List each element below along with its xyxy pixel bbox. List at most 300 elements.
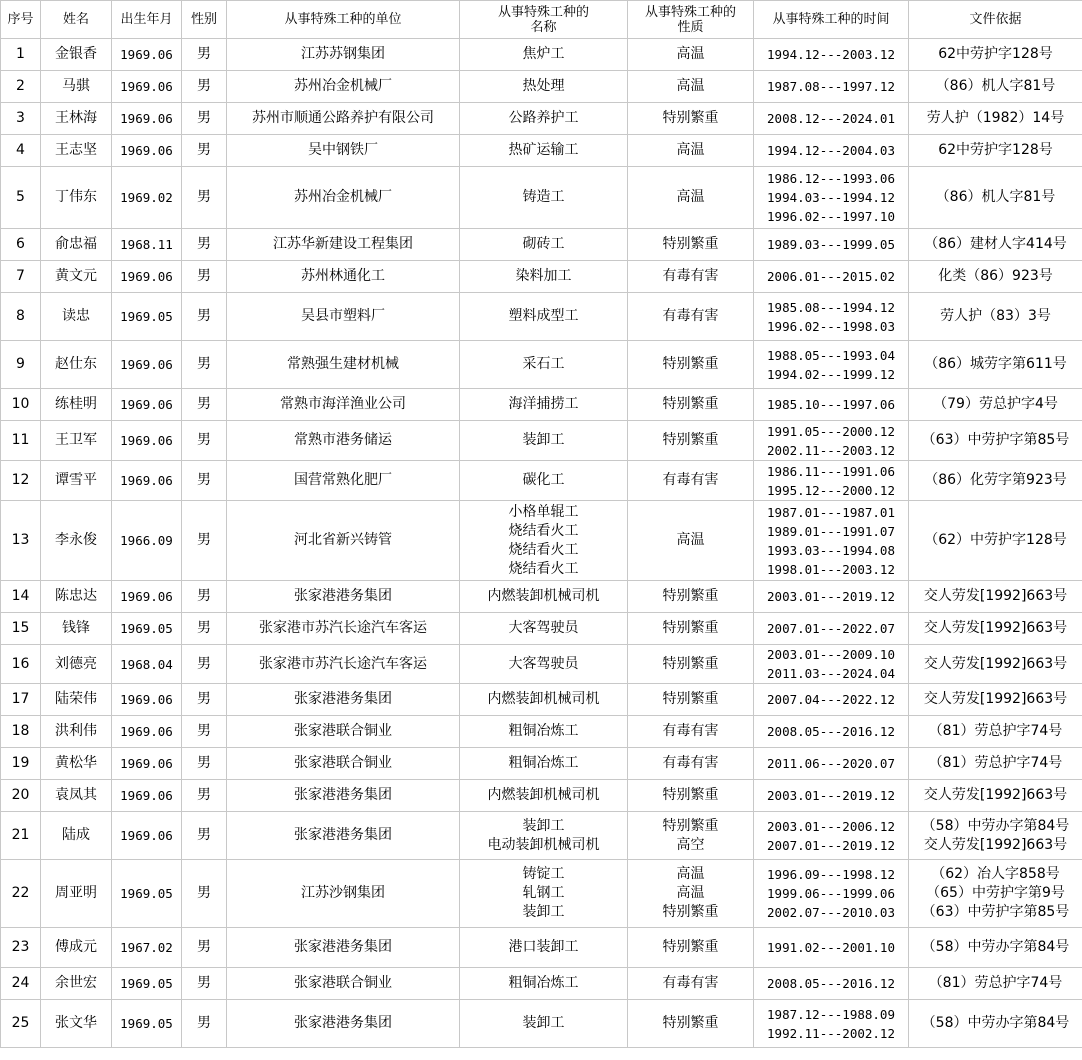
cell-birth: 1969.05: [112, 1000, 182, 1048]
cell-name: 陆成: [41, 812, 112, 860]
cell-period: [754, 1000, 909, 1048]
cell-gender: 男: [182, 684, 227, 716]
cell-period: [754, 39, 909, 71]
cell-nature: [628, 645, 754, 684]
cell-job: [460, 645, 628, 684]
cell-name: 陈忠达: [41, 581, 112, 613]
cell-name: 周亚明: [41, 860, 112, 928]
cell-period-line: 1988.05---1993.04: [767, 347, 895, 363]
cell-job-line: 热处理: [522, 78, 565, 94]
cell-nature-line: 有毒有害: [662, 755, 719, 771]
header-basis: 文件依据: [909, 1, 1082, 39]
cell-birth: 1969.06: [112, 135, 182, 167]
table-row: [1, 928, 1082, 968]
cell-period-line: 1994.12---2003.12: [767, 47, 895, 62]
cell-job: [460, 229, 628, 261]
cell-no: 21: [1, 812, 41, 860]
cell-no: 4: [1, 135, 41, 167]
cell-period-line: 2003.01---2019.12: [767, 589, 895, 604]
header-no: 序号: [1, 1, 41, 39]
cell-nature: [628, 581, 754, 613]
cell-basis: [909, 135, 1082, 167]
cell-period: [754, 645, 909, 684]
cell-job: [460, 341, 628, 389]
cell-job: [460, 812, 628, 860]
cell-nature-line: 特别繁重: [662, 110, 719, 126]
cell-unit: 苏州冶金机械厂: [227, 71, 460, 103]
cell-period-line: 2007.01---2019.12: [767, 837, 895, 853]
cell-name: 陆荣伟: [41, 684, 112, 716]
cell-job-line: 染料加工: [515, 268, 572, 284]
cell-basis: [909, 341, 1082, 389]
cell-unit: 苏州市顺通公路养护有限公司: [227, 103, 460, 135]
table-row: [1, 581, 1082, 613]
cell-job-line: 海洋捕捞工: [508, 396, 579, 412]
cell-gender: 男: [182, 389, 227, 421]
cell-unit: 张家港港务集团: [227, 1000, 460, 1048]
cell-job: [460, 1000, 628, 1048]
cell-period-line: 1987.08---1997.12: [767, 79, 895, 94]
table-row: [1, 421, 1082, 461]
cell-basis: [909, 613, 1082, 645]
cell-basis: [909, 421, 1082, 461]
cell-nature-line: 特别繁重: [662, 356, 719, 372]
cell-nature-line: 高温: [676, 46, 705, 62]
cell-basis-line: （79）劳总护字4号: [933, 396, 1058, 412]
cell-birth: 1969.06: [112, 581, 182, 613]
cell-period-line: 1994.02---1999.12: [767, 366, 895, 382]
cell-nature: [628, 860, 754, 928]
header-gender: 性别: [182, 1, 227, 39]
cell-birth: 1967.02: [112, 928, 182, 968]
table-row: [1, 1000, 1082, 1048]
cell-basis: [909, 389, 1082, 421]
cell-period-line: 1986.11---1991.06: [767, 463, 895, 479]
cell-gender: 男: [182, 581, 227, 613]
cell-job-line: 装卸工: [522, 904, 565, 920]
cell-basis: [909, 860, 1082, 928]
cell-birth: 1969.06: [112, 684, 182, 716]
cell-nature: [628, 293, 754, 341]
cell-basis: [909, 103, 1082, 135]
cell-period-line: 2011.03---2024.04: [767, 666, 895, 681]
cell-basis-line: 交人劳发[1992]663号: [923, 787, 1068, 803]
cell-birth: 1969.05: [112, 293, 182, 341]
cell-basis: [909, 261, 1082, 293]
cell-job: [460, 389, 628, 421]
cell-job-line: 港口装卸工: [508, 939, 579, 955]
cell-basis: [909, 716, 1082, 748]
cell-job-line: 装卸工: [522, 817, 565, 834]
cell-basis: [909, 461, 1082, 501]
cell-gender: 男: [182, 167, 227, 229]
cell-nature-line: 有毒有害: [662, 472, 719, 488]
cell-nature: [628, 968, 754, 1000]
cell-period: [754, 229, 909, 261]
cell-no: 6: [1, 229, 41, 261]
cell-nature-line: 有毒有害: [662, 723, 719, 739]
table-row: [1, 135, 1082, 167]
cell-job-line: 小格单辊工: [508, 503, 579, 520]
cell-nature: [628, 103, 754, 135]
cell-unit: 张家港港务集团: [227, 684, 460, 716]
header-birth: 出生年月: [112, 1, 182, 39]
cell-gender: 男: [182, 1000, 227, 1048]
cell-period-line: 2003.01---2006.12: [767, 818, 895, 834]
cell-gender: 男: [182, 39, 227, 71]
cell-period: [754, 103, 909, 135]
cell-birth: 1968.04: [112, 645, 182, 684]
cell-unit: 常熟市海洋渔业公司: [227, 389, 460, 421]
cell-nature: [628, 461, 754, 501]
cell-nature: [628, 1000, 754, 1048]
table-row: [1, 645, 1082, 684]
cell-job: [460, 501, 628, 581]
cell-basis: [909, 928, 1082, 968]
cell-period: [754, 71, 909, 103]
cell-period-line: 1994.12---2004.03: [767, 143, 895, 158]
cell-job-line: 装卸工: [522, 432, 565, 448]
cell-birth: 1966.09: [112, 501, 182, 581]
cell-gender: 男: [182, 421, 227, 461]
cell-period-line: 2008.05---2016.12: [767, 724, 895, 739]
cell-basis-line: （81）劳总护字74号: [928, 755, 1063, 771]
cell-no: 3: [1, 103, 41, 135]
cell-name: 谭雪平: [41, 461, 112, 501]
cell-name: 刘德亮: [41, 645, 112, 684]
table-row: [1, 501, 1082, 581]
cell-no: 14: [1, 581, 41, 613]
header-job: 从事特殊工种的 名称: [460, 1, 628, 39]
cell-birth: 1969.05: [112, 860, 182, 928]
cell-nature: [628, 389, 754, 421]
cell-birth: 1969.06: [112, 261, 182, 293]
cell-job-line: 内燃装卸机械司机: [487, 787, 600, 803]
cell-no: 22: [1, 860, 41, 928]
cell-nature-line: 特别繁重: [662, 787, 719, 803]
cell-name: 黄文元: [41, 261, 112, 293]
cell-birth: 1969.06: [112, 461, 182, 501]
cell-nature-line: 特别繁重: [662, 236, 719, 252]
cell-job-line: 内燃装卸机械司机: [487, 691, 600, 707]
cell-nature: [628, 613, 754, 645]
cell-birth: 1969.06: [112, 103, 182, 135]
cell-period-line: 2008.12---2024.01: [767, 111, 895, 126]
cell-nature: [628, 501, 754, 581]
cell-job-line: 粗铜冶炼工: [508, 723, 579, 739]
table-row: [1, 229, 1082, 261]
cell-period-line: 1996.02---1998.03: [767, 318, 895, 334]
cell-basis: [909, 645, 1082, 684]
cell-nature-line: 特别繁重: [662, 1015, 719, 1031]
cell-name: 练桂明: [41, 389, 112, 421]
cell-gender: 男: [182, 71, 227, 103]
cell-period-line: 1992.11---2002.12: [767, 1025, 895, 1041]
cell-basis: [909, 968, 1082, 1000]
cell-job: [460, 421, 628, 461]
cell-period: [754, 780, 909, 812]
cell-birth: 1969.06: [112, 421, 182, 461]
cell-unit: 张家港联合铜业: [227, 748, 460, 780]
cell-nature: [628, 421, 754, 461]
cell-job-line: 碳化工: [522, 472, 565, 488]
cell-period: [754, 389, 909, 421]
cell-basis-line: （81）劳总护字74号: [928, 723, 1063, 739]
cell-gender: 男: [182, 103, 227, 135]
header-period: 从事特殊工种的时间: [754, 1, 909, 39]
cell-period: [754, 928, 909, 968]
cell-period: [754, 293, 909, 341]
cell-unit: 常熟强生建材机械: [227, 341, 460, 389]
cell-job: [460, 968, 628, 1000]
table-row: [1, 968, 1082, 1000]
cell-period-line: 1986.12---1993.06: [767, 171, 895, 186]
cell-job-line: 公路养护工: [508, 110, 579, 126]
cell-no: 13: [1, 501, 41, 581]
cell-period: [754, 461, 909, 501]
cell-basis: [909, 501, 1082, 581]
header-row: [1, 1, 1082, 39]
cell-basis-line: （62）冶人字858号: [931, 866, 1060, 882]
header-nature: 从事特殊工种的 性质: [628, 1, 754, 39]
cell-nature-line: 特别繁重: [662, 691, 719, 707]
cell-no: 1: [1, 39, 41, 71]
cell-period: [754, 261, 909, 293]
cell-unit: 吴县市塑料厂: [227, 293, 460, 341]
cell-gender: 男: [182, 780, 227, 812]
cell-name: 王卫军: [41, 421, 112, 461]
cell-job-line: 轧钢工: [522, 885, 565, 901]
cell-no: 17: [1, 684, 41, 716]
cell-basis-line: 交人劳发[1992]663号: [923, 836, 1068, 853]
cell-period-line: 1995.12---2000.12: [767, 482, 895, 498]
cell-job-line: 焦炉工: [522, 46, 565, 62]
cell-period-line: 1994.03---1994.12: [767, 190, 895, 205]
cell-name: 洪利伟: [41, 716, 112, 748]
cell-period: [754, 501, 909, 581]
cell-nature-line: 高温: [676, 78, 705, 94]
table-row: [1, 780, 1082, 812]
cell-unit: 苏州林通化工: [227, 261, 460, 293]
cell-job: [460, 135, 628, 167]
cell-name: 袁凤其: [41, 780, 112, 812]
cell-no: 8: [1, 293, 41, 341]
cell-birth: 1969.06: [112, 341, 182, 389]
cell-no: 9: [1, 341, 41, 389]
cell-name: 丁伟东: [41, 167, 112, 229]
cell-job: [460, 684, 628, 716]
cell-nature-line: 有毒有害: [662, 308, 719, 324]
cell-gender: 男: [182, 928, 227, 968]
cell-nature: [628, 748, 754, 780]
cell-basis: [909, 229, 1082, 261]
cell-basis: [909, 1000, 1082, 1048]
cell-job: [460, 71, 628, 103]
cell-unit: 张家港联合铜业: [227, 716, 460, 748]
cell-period-line: 1996.09---1998.12: [767, 867, 895, 882]
cell-basis-line: （86）建材人字414号: [924, 236, 1067, 252]
cell-no: 2: [1, 71, 41, 103]
cell-no: 20: [1, 780, 41, 812]
cell-job-line: 烧结看火工: [508, 560, 579, 577]
cell-period-line: 1998.01---2003.12: [767, 561, 895, 577]
cell-basis-line: （58）中劳办字第84号: [921, 817, 1070, 834]
cell-job: [460, 167, 628, 229]
cell-period-line: 1993.03---1994.08: [767, 542, 895, 558]
cell-gender: 男: [182, 501, 227, 581]
cell-period-line: 1999.06---1999.06: [767, 886, 895, 901]
cell-basis-line: 交人劳发[1992]663号: [923, 620, 1068, 636]
cell-job-line: 采石工: [522, 356, 565, 372]
cell-period-line: 1989.03---1999.05: [767, 237, 895, 252]
cell-period-line: 1985.10---1997.06: [767, 397, 895, 412]
cell-period: [754, 581, 909, 613]
cell-name: 钱锋: [41, 613, 112, 645]
cell-birth: 1968.11: [112, 229, 182, 261]
cell-unit: 江苏沙钢集团: [227, 860, 460, 928]
cell-job-line: 粗铜冶炼工: [508, 975, 579, 991]
cell-no: 5: [1, 167, 41, 229]
cell-gender: 男: [182, 461, 227, 501]
cell-birth: 1969.02: [112, 167, 182, 229]
cell-gender: 男: [182, 341, 227, 389]
cell-unit: 张家港市苏汽长途汽车客运: [227, 645, 460, 684]
cell-unit: 张家港市苏汽长途汽车客运: [227, 613, 460, 645]
cell-job-line: 大客驾驶员: [508, 620, 579, 636]
cell-period-line: 2006.01---2015.02: [767, 269, 895, 284]
cell-basis: [909, 780, 1082, 812]
table-row: [1, 716, 1082, 748]
table-row: [1, 341, 1082, 389]
cell-name: 张文华: [41, 1000, 112, 1048]
cell-nature: [628, 780, 754, 812]
cell-period-line: 1985.08---1994.12: [767, 299, 895, 315]
cell-no: 25: [1, 1000, 41, 1048]
cell-period: [754, 684, 909, 716]
cell-basis-line: （86）化劳字第923号: [924, 472, 1067, 488]
cell-job: [460, 748, 628, 780]
header-unit: 从事特殊工种的单位: [227, 1, 460, 39]
table-body: [1, 39, 1082, 1048]
cell-period: [754, 748, 909, 780]
cell-name: 读忠: [41, 293, 112, 341]
cell-period-line: 1989.01---1991.07: [767, 523, 895, 539]
cell-job: [460, 928, 628, 968]
cell-period-line: 1996.02---1997.10: [767, 209, 895, 224]
cell-no: 23: [1, 928, 41, 968]
cell-period-line: 2008.05---2016.12: [767, 976, 895, 991]
cell-nature-line: 有毒有害: [662, 975, 719, 991]
cell-nature-line: 高空: [676, 836, 705, 853]
cell-job: [460, 780, 628, 812]
cell-birth: 1969.06: [112, 71, 182, 103]
cell-gender: 男: [182, 229, 227, 261]
cell-job-line: 砌砖工: [522, 236, 565, 252]
cell-no: 16: [1, 645, 41, 684]
cell-no: 24: [1, 968, 41, 1000]
cell-gender: 男: [182, 860, 227, 928]
cell-no: 18: [1, 716, 41, 748]
cell-job: [460, 261, 628, 293]
cell-nature-line: 特别繁重: [662, 396, 719, 412]
cell-basis-line: 62中劳护字128号: [938, 142, 1053, 158]
cell-basis-line: （86）城劳字第611号: [924, 356, 1067, 372]
cell-unit: 张家港港务集团: [227, 812, 460, 860]
cell-unit: 吴中钢铁厂: [227, 135, 460, 167]
cell-no: 12: [1, 461, 41, 501]
cell-nature: [628, 261, 754, 293]
cell-name: 王林海: [41, 103, 112, 135]
cell-name: 李永俊: [41, 501, 112, 581]
cell-nature-line: 特别繁重: [662, 904, 719, 920]
cell-period-line: 2007.04---2022.12: [767, 692, 895, 707]
cell-gender: 男: [182, 748, 227, 780]
cell-basis-line: （86）机人字81号: [935, 189, 1056, 205]
table-row: [1, 389, 1082, 421]
cell-nature-line: 特别繁重: [662, 432, 719, 448]
cell-birth: 1969.06: [112, 812, 182, 860]
cell-job: [460, 103, 628, 135]
cell-nature: [628, 341, 754, 389]
cell-basis-line: 62中劳护字128号: [938, 46, 1053, 62]
cell-period: [754, 421, 909, 461]
cell-basis-line: 劳人护（1982）14号: [926, 110, 1065, 126]
cell-basis-line: （58）中劳办字第84号: [921, 939, 1070, 955]
cell-gender: 男: [182, 261, 227, 293]
cell-basis-line: 交人劳发[1992]663号: [923, 588, 1068, 604]
cell-no: 19: [1, 748, 41, 780]
cell-job-line: 电动装卸机械司机: [487, 836, 600, 853]
cell-gender: 男: [182, 293, 227, 341]
cell-job: [460, 39, 628, 71]
table-row: [1, 39, 1082, 71]
cell-basis: [909, 167, 1082, 229]
cell-job-line: 装卸工: [522, 1015, 565, 1031]
cell-period-line: 1991.02---2001.10: [767, 940, 895, 955]
cell-period: [754, 812, 909, 860]
cell-nature: [628, 167, 754, 229]
cell-name: 傅成元: [41, 928, 112, 968]
cell-birth: 1969.05: [112, 968, 182, 1000]
cell-period-line: 2002.11---2003.12: [767, 442, 895, 458]
cell-birth: 1969.06: [112, 748, 182, 780]
cell-nature: [628, 684, 754, 716]
cell-nature: [628, 812, 754, 860]
cell-period: [754, 135, 909, 167]
cell-basis-line: 化类（86）923号: [938, 268, 1053, 284]
table-row: [1, 261, 1082, 293]
cell-job: [460, 613, 628, 645]
cell-basis-line: （63）中劳护字第85号: [921, 904, 1070, 920]
cell-nature-line: 特别繁重: [662, 620, 719, 636]
cell-job-line: 铸锭工: [522, 866, 565, 882]
cell-period: [754, 341, 909, 389]
cell-period-line: 1991.05---2000.12: [767, 423, 895, 439]
cell-unit: 张家港联合铜业: [227, 968, 460, 1000]
cell-basis: [909, 684, 1082, 716]
cell-gender: 男: [182, 716, 227, 748]
table-row: [1, 684, 1082, 716]
cell-nature: [628, 928, 754, 968]
cell-nature: [628, 39, 754, 71]
cell-gender: 男: [182, 135, 227, 167]
cell-job-line: 塑料成型工: [508, 308, 579, 324]
cell-no: 15: [1, 613, 41, 645]
cell-nature: [628, 716, 754, 748]
cell-name: 黄松华: [41, 748, 112, 780]
cell-birth: 1969.05: [112, 613, 182, 645]
header-name: 姓名: [41, 1, 112, 39]
